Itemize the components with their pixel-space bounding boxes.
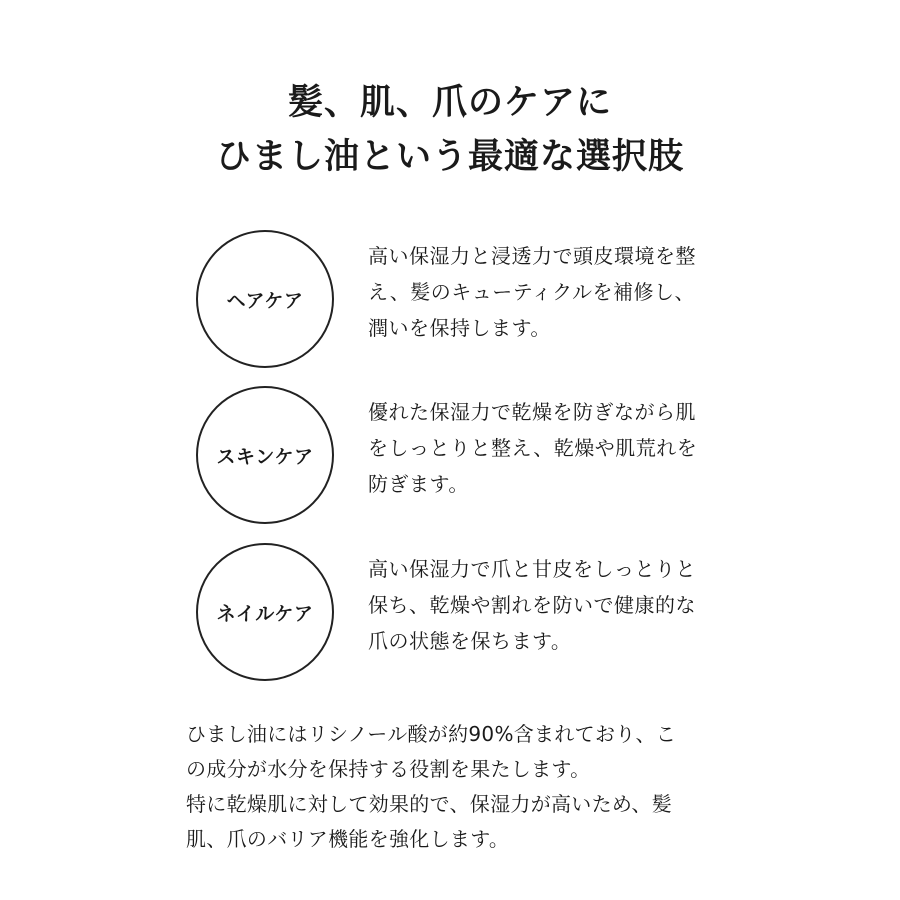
- feature-hair-care: [196, 230, 756, 370]
- title-line-2: ひまし油という最適な選択肢: [215, 137, 684, 177]
- hair-care-label: ヘアケア: [226, 289, 304, 312]
- nail-care-badge: [196, 543, 334, 681]
- description-line: え、髪のキューティクルを補修し、: [368, 280, 695, 304]
- title-line-1: 髪、肌、爪のケアに: [287, 83, 612, 123]
- feature-skin-care: [196, 386, 756, 526]
- skin-care-description: [368, 394, 728, 502]
- nail-care-description: [368, 551, 728, 659]
- description-line: 優れた保湿力で乾燥を防ぎながら肌: [368, 400, 696, 424]
- page-title: [0, 76, 900, 184]
- body-paragraph: [186, 717, 726, 857]
- body-line: ひまし油にはリシノール酸が約90%含まれており、こ: [186, 722, 677, 746]
- description-line: 保ち、乾燥や割れを防いで健康的な: [368, 593, 696, 617]
- skin-care-badge: [196, 386, 334, 524]
- body-line: の成分が水分を保持する役割を果たします。: [186, 757, 591, 781]
- description-line: 高い保湿力と浸透力で頭皮環境を整: [368, 244, 696, 268]
- skin-care-label: スキンケア: [216, 445, 314, 468]
- description-line: 潤いを保持します。: [368, 316, 551, 340]
- description-line: 防ぎます。: [368, 472, 469, 496]
- description-line: 爪の状態を保ちます。: [368, 629, 572, 653]
- hair-care-badge: [196, 230, 334, 368]
- feature-nail-care: [196, 543, 756, 683]
- hair-care-description: [368, 238, 728, 346]
- body-line: 肌、爪のバリア機能を強化します。: [186, 827, 510, 851]
- description-line: をしっとりと整え、乾燥や肌荒れを: [368, 436, 698, 460]
- description-line: 高い保湿力で爪と甘皮をしっとりと: [368, 557, 696, 581]
- nail-care-label: ネイルケア: [216, 602, 314, 625]
- body-line: 特に乾燥肌に対して効果的で、保湿力が高いため、髪: [186, 792, 672, 816]
